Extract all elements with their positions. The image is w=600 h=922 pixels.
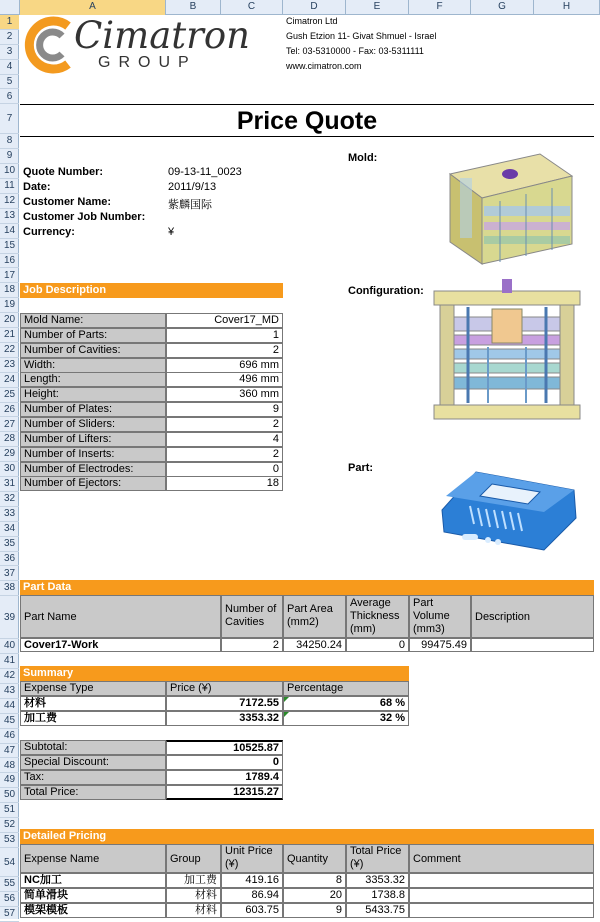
special-discount-value[interactable]: 0 (166, 755, 283, 770)
detailed-col-total-price: Total Price (¥) (346, 844, 409, 873)
job-description-value[interactable]: 4 (166, 432, 283, 447)
title-bottom-border (20, 136, 594, 137)
part-data-row-volume[interactable]: 99475.49 (409, 638, 471, 652)
job-description-label: Width: (20, 358, 166, 373)
row-header[interactable]: 57 (0, 907, 19, 922)
special-discount-label: Special Discount: (20, 755, 166, 770)
column-header-d[interactable]: D (283, 0, 346, 15)
row-header[interactable]: 49 (0, 773, 19, 788)
row-header[interactable]: 4 (0, 60, 19, 75)
row-header[interactable]: 32 (0, 492, 19, 507)
detailed-row-unit-price[interactable]: 419.16 (221, 873, 283, 888)
summary-col-expense-type: Expense Type (20, 681, 166, 696)
row-header[interactable]: 23 (0, 358, 19, 373)
detailed-col-unit-price: Unit Price (¥) (221, 844, 283, 873)
job-description-value[interactable]: Cover17_MD (166, 313, 283, 328)
page-title: Price Quote (236, 107, 378, 135)
job-description-value[interactable]: 0 (166, 462, 283, 477)
summary-row-material-percentage[interactable]: 68 % (283, 696, 409, 711)
detailed-row-unit-price[interactable]: 603.75 (221, 903, 283, 918)
row-header[interactable]: 53 (0, 833, 19, 848)
row-header[interactable]: 41 (0, 654, 19, 669)
row-header[interactable]: 14 (0, 224, 19, 239)
total-price-value[interactable]: 12315.27 (166, 785, 283, 800)
part-data-header: Part Data (20, 580, 594, 595)
row-header[interactable]: 30 (0, 462, 19, 477)
row-header[interactable]: 2 (0, 30, 19, 45)
row-header[interactable]: 27 (0, 418, 19, 433)
customer-name-value[interactable]: 紫麟国际 (168, 199, 212, 211)
job-description-label: Length: (20, 372, 166, 387)
row-header[interactable]: 52 (0, 818, 19, 833)
part-data-row-cavities[interactable]: 2 (221, 638, 283, 652)
detailed-col-quantity: Quantity (283, 844, 346, 873)
error-indicator-icon (284, 697, 289, 702)
detailed-col-group: Group (166, 844, 221, 873)
part-data-row-area[interactable]: 34250.24 (283, 638, 346, 652)
row-header[interactable]: 26 (0, 403, 19, 418)
detailed-row-quantity[interactable]: 8 (283, 873, 346, 888)
row-header[interactable]: 19 (0, 298, 19, 313)
column-header-e[interactable]: E (346, 0, 409, 15)
summary-header: Summary (20, 666, 409, 681)
row-header[interactable]: 5 (0, 75, 19, 90)
job-description-value[interactable]: 9 (166, 402, 283, 417)
row-header[interactable]: 28 (0, 432, 19, 447)
cimatron-logo (24, 16, 76, 77)
company-website: www.cimatron.com (286, 61, 362, 71)
summary-row-material-price[interactable]: 7172.55 (166, 696, 283, 711)
total-price-label: Total Price: (20, 785, 166, 800)
part-data-col-thickness: Average Thickness (mm) (346, 595, 409, 638)
row-header[interactable]: 37 (0, 567, 19, 582)
row-header[interactable]: 50 (0, 788, 19, 803)
column-header-bar (0, 0, 600, 15)
quote-number-label: Quote Number: (23, 166, 104, 178)
job-description-label: Number of Inserts: (20, 447, 166, 462)
row-header[interactable]: 36 (0, 552, 19, 567)
job-description-value[interactable]: 2 (166, 417, 283, 432)
row-header[interactable]: 13 (0, 209, 19, 224)
row-header[interactable]: 35 (0, 537, 19, 552)
job-description-value[interactable]: 18 (166, 476, 283, 491)
mold-image (440, 146, 580, 273)
job-description-header: Job Description (20, 283, 283, 298)
logo-mark-icon (24, 16, 76, 74)
row-header[interactable]: 18 (0, 283, 19, 298)
job-description-value[interactable]: 2 (166, 343, 283, 358)
job-description-label: Number of Sliders: (20, 417, 166, 432)
row-header[interactable]: 17 (0, 269, 19, 284)
row-header[interactable]: 15 (0, 239, 19, 254)
subtotal-label: Subtotal: (20, 740, 166, 755)
summary-row-processing-percentage[interactable]: 32 % (283, 711, 409, 726)
detailed-col-comment: Comment (409, 844, 594, 873)
row-header[interactable]: 38 (0, 581, 19, 596)
row-header[interactable]: 9 (0, 149, 19, 164)
row-header[interactable]: 54 (0, 848, 19, 877)
part-data-row-name[interactable]: Cover17-Work (20, 638, 221, 652)
job-description-label: Number of Lifters: (20, 432, 166, 447)
detailed-row-expense-name[interactable]: NC加工 (20, 873, 166, 888)
row-header[interactable]: 3 (0, 45, 19, 60)
customer-job-number-label: Customer Job Number: (23, 211, 146, 223)
row-header[interactable]: 8 (0, 134, 19, 149)
detailed-row-group[interactable]: 加工费 (166, 873, 221, 888)
row-header[interactable]: 11 (0, 179, 19, 194)
part-data-col-area: Part Area (mm2) (283, 595, 346, 638)
select-all-corner[interactable] (0, 0, 20, 15)
configuration-image-label: Configuration: (348, 285, 424, 297)
currency-value[interactable]: ¥ (168, 226, 175, 238)
row-header[interactable]: 24 (0, 373, 19, 388)
currency-label: Currency: (23, 226, 75, 238)
row-header[interactable]: 21 (0, 328, 19, 343)
detailed-row-total-price[interactable]: 5433.75 (346, 903, 409, 918)
job-description-value[interactable]: 496 mm (166, 372, 283, 387)
detailed-row-expense-name[interactable]: 模架模板 (20, 903, 166, 918)
row-header[interactable]: 33 (0, 507, 19, 522)
summary-row-material-type[interactable]: 材料 (20, 696, 166, 711)
detailed-col-expense-name: Expense Name (20, 844, 166, 873)
row-header[interactable]: 48 (0, 759, 19, 774)
row-header[interactable]: 42 (0, 669, 19, 684)
summary-row-processing-type[interactable]: 加工费 (20, 711, 166, 726)
job-description-label: Height: (20, 387, 166, 402)
detailed-row-comment[interactable] (409, 888, 594, 903)
detailed-row-comment[interactable] (409, 903, 594, 918)
column-header-g[interactable]: G (471, 0, 534, 15)
job-description-label: Number of Ejectors: (20, 476, 166, 491)
row-header[interactable]: 20 (0, 313, 19, 328)
error-indicator-icon (284, 712, 289, 717)
logo-wordmark: Cimatron (74, 14, 250, 57)
job-description-value[interactable]: 1 (166, 328, 283, 343)
detailed-row-total-price[interactable]: 3353.32 (346, 873, 409, 888)
detailed-row-total-price[interactable]: 1738.8 (346, 888, 409, 903)
detailed-row-group[interactable]: 材料 (166, 888, 221, 903)
column-header-b[interactable]: B (166, 0, 221, 15)
job-description-label: Mold Name: (20, 313, 166, 328)
detailed-row-unit-price[interactable]: 86.94 (221, 888, 283, 903)
row-header[interactable]: 51 (0, 803, 19, 818)
logo-group-text: GROUP (98, 54, 197, 71)
row-header[interactable]: 56 (0, 892, 19, 907)
customer-name-label: Customer Name: (23, 196, 112, 208)
detailed-row-quantity[interactable]: 9 (283, 903, 346, 918)
job-description-value[interactable]: 696 mm (166, 358, 283, 373)
detailed-pricing-header: Detailed Pricing (20, 829, 594, 844)
row-header[interactable]: 22 (0, 343, 19, 358)
column-header-a[interactable]: A (20, 0, 166, 15)
job-description-label: Number of Plates: (20, 402, 166, 417)
row-header[interactable]: 39 (0, 596, 19, 639)
mold-image-label: Mold: (348, 152, 378, 164)
company-address: Gush Etzion 11- Givat Shmuel - Israel (286, 31, 437, 41)
column-header-f[interactable]: F (409, 0, 471, 15)
detailed-row-quantity[interactable]: 20 (283, 888, 346, 903)
part-data-row-thickness[interactable]: 0 (346, 638, 409, 652)
part-data-col-cavities: Number of Cavities (221, 595, 283, 638)
job-description-value[interactable]: 2 (166, 447, 283, 462)
row-header[interactable]: 16 (0, 254, 19, 269)
row-header[interactable]: 29 (0, 447, 19, 462)
detailed-row-comment[interactable] (409, 873, 594, 888)
summary-row-processing-price[interactable]: 3353.32 (166, 711, 283, 726)
quote-number-value[interactable]: 09-13-11_0023 (168, 166, 242, 178)
row-header[interactable]: 25 (0, 388, 19, 403)
summary-col-price: Price (¥) (166, 681, 283, 696)
row-header[interactable]: 45 (0, 714, 19, 729)
detailed-row-expense-name[interactable]: 简单滑块 (20, 888, 166, 903)
part-data-col-volume: Part Volume (mm3) (409, 595, 471, 638)
tax-label: Tax: (20, 770, 166, 785)
row-header[interactable]: 55 (0, 877, 19, 892)
tax-value[interactable]: 1789.4 (166, 770, 283, 785)
date-label: Date: (23, 181, 51, 193)
part-data-row-description[interactable] (471, 638, 594, 652)
job-description-label: Number of Parts: (20, 328, 166, 343)
job-description-value[interactable]: 360 mm (166, 387, 283, 402)
subtotal-value[interactable]: 10525.87 (166, 740, 283, 755)
part-data-col-part-name: Part Name (20, 595, 221, 638)
row-header[interactable]: 40 (0, 639, 19, 654)
row-header[interactable]: 34 (0, 522, 19, 537)
company-name: Cimatron Ltd (286, 16, 338, 26)
row-header[interactable]: 1 (0, 15, 19, 30)
column-header-c[interactable]: C (221, 0, 283, 15)
job-description-label: Number of Cavities: (20, 343, 166, 358)
row-header-bar (0, 15, 19, 919)
part-image (436, 466, 582, 557)
configuration-image (432, 277, 582, 426)
date-value[interactable]: 2011/9/13 (168, 181, 217, 193)
row-header[interactable]: 44 (0, 699, 19, 714)
row-header[interactable]: 12 (0, 194, 19, 209)
row-header[interactable]: 31 (0, 477, 19, 492)
summary-col-percentage: Percentage (283, 681, 409, 696)
row-header[interactable]: 43 (0, 684, 19, 699)
row-header[interactable]: 7 (0, 104, 19, 134)
row-header[interactable]: 10 (0, 164, 19, 179)
company-phone: Tel: 03-5310000 - Fax: 03-5311111 (286, 46, 424, 56)
row-header[interactable]: 47 (0, 744, 19, 759)
job-description-label: Number of Electrodes: (20, 462, 166, 477)
title-top-border (20, 104, 594, 105)
detailed-row-group[interactable]: 材料 (166, 903, 221, 918)
part-image-label: Part: (348, 462, 374, 474)
part-data-col-description: Description (471, 595, 594, 638)
column-header-h[interactable]: H (534, 0, 600, 15)
row-header[interactable]: 46 (0, 729, 19, 744)
row-header[interactable]: 6 (0, 90, 19, 105)
